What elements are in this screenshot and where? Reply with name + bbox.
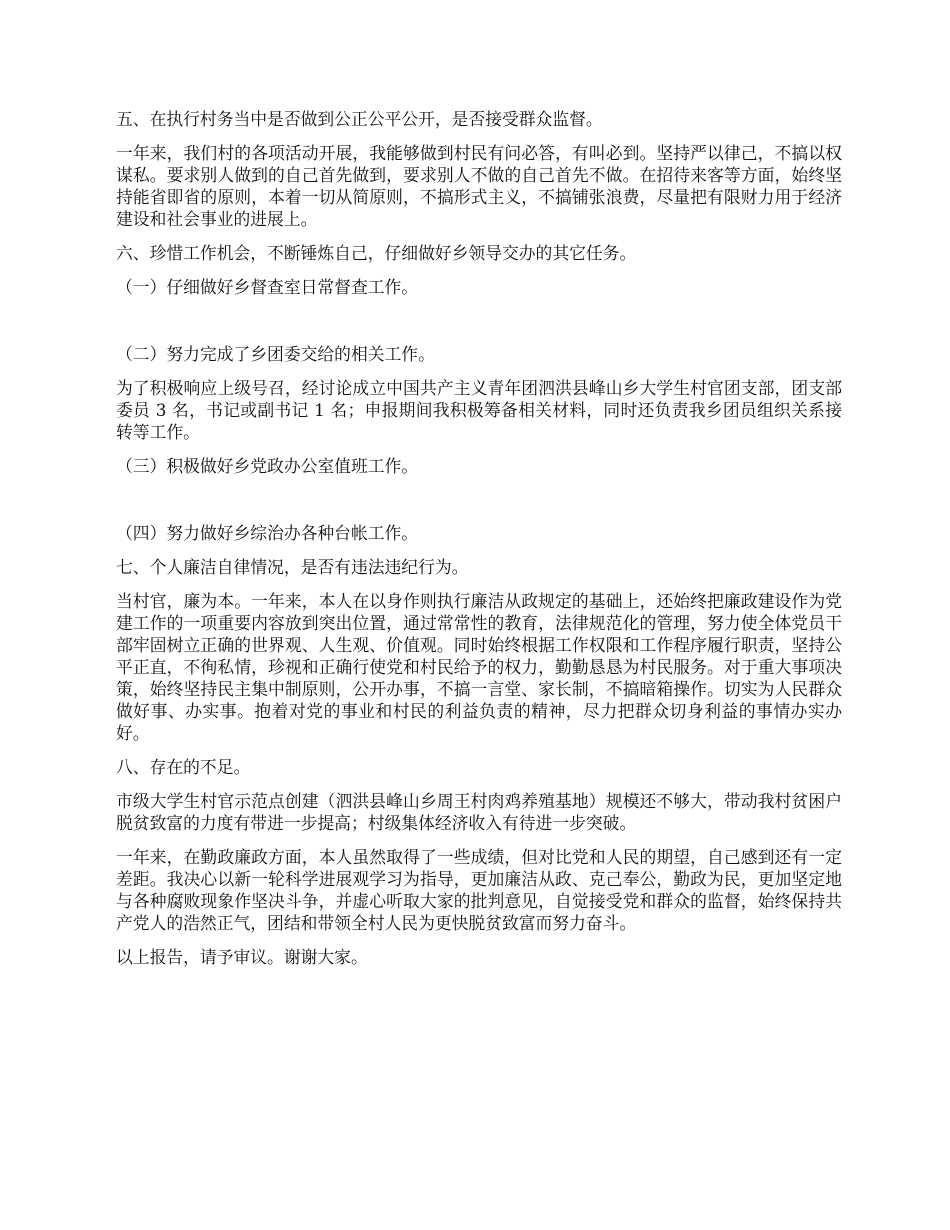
body-paragraph: 当村官，廉为本。一年来，本人在以身作则执行廉洁从政规定的基础上，还始终把廉政建设作为党建工作的一项重要内容放到突出位置，通过常常性的教育，法律规范化的管理，努力使全体党员干部牢固树立正确的世界观、人生观、价值观。同时始终根据工作权限和工作程序履行职责，坚持公平正直，不徇私情，珍视和正确行使党和村民给予的权力，勤勤恳恳为村民服务。对于重大事项决策，始终坚持民主集中制原则，公开办事，不搞一言堂、家长制，不搞暗箱操作。切实为人民群众做好事、办实事。抱着对党的事业和村民的利益负责的精神，尽力把群众切身利益的事情办实办好。 (116, 591, 842, 743)
body-paragraph: 为了积极响应上级号召，经讨论成立中国共产主义青年团泗洪县峰山乡大学生村官团支部，团支部委员 3 名，书记或副书记 1 名；申报期间我积极筹备相关材料，同时还负责我乡团员组织关系接转等工作。 (116, 378, 842, 442)
section-heading-5: 五、在执行村务当中是否做到公正公平公开，是否接受群众监督。 (116, 109, 603, 129)
subheading-4: （四）努力做好乡综治办各种台帐工作。 (116, 523, 419, 543)
document-body (116, 108, 842, 980)
subheading-1: （一）仔细做好乡督查室日常督查工作。 (116, 277, 419, 297)
body-paragraph: 一年来，在勤政廉政方面，本人虽然取得了一些成绩，但对比党和人民的期望，自己感到还有一定差距。我决心以新一轮科学进展观学习为指导，更加廉洁从政、克己奉公，勤政为民，更加坚定地与各种腐败现象作坚决斗争，并虚心听取大家的批判意见，自觉接受党和群众的监督，始终保持共产党人的浩然正气，团结和带领全村人民为更快脱贫致富而努力奋斗。 (116, 847, 842, 933)
subheading-3: （三）积极做好乡党政办公室值班工作。 (116, 456, 419, 476)
body-paragraph: 市级大学生村官示范点创建（泗洪县峰山乡周王村肉鸡养殖基地）规模还不够大，带动我村贫困户脱贫致富的力度有带进一步提高；村级集体经济收入有待进一步突破。 (116, 791, 842, 833)
body-paragraph: 一年来，我们村的各项活动开展，我能够做到村民有问必答，有叫必到。坚持严以律己，不搞以权谋私。要求别人做到的自己首先做到，要求别人不做的自己首先不做。在招待来客等方面，始终坚持能省即省的原则，本着一切从简原则，不搞形式主义，不搞铺张浪费，尽量把有限财力用于经济建设和社会事业的进展上。 (116, 143, 842, 229)
section-heading-6: 六、珍惜工作机会，不断锤炼自己，仔细做好乡领导交办的其它任务。 (116, 243, 637, 263)
closing-line: 以上报告，请予审议。谢谢大家。 (116, 947, 368, 967)
section-heading-8: 八、存在的不足。 (116, 757, 251, 777)
section-heading-7: 七、个人廉洁自律情况，是否有违法违纪行为。 (116, 557, 469, 577)
subheading-2: （二）努力完成了乡团委交给的相关工作。 (116, 344, 435, 364)
